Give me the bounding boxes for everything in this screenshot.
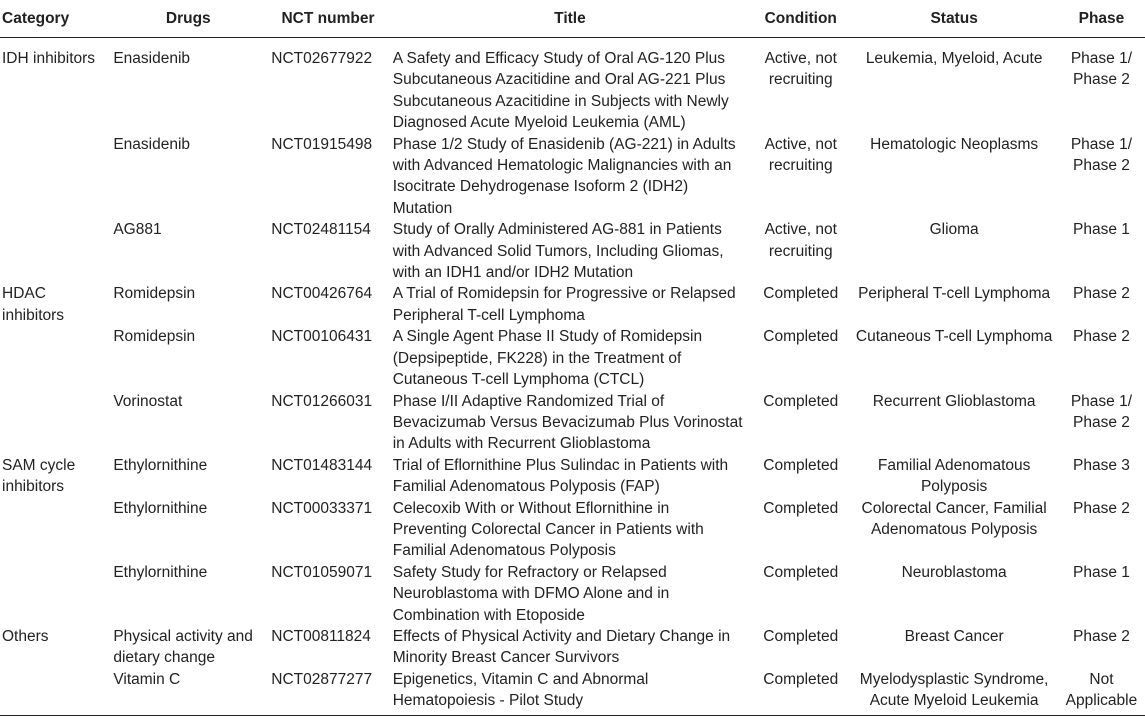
cell-category [0, 391, 109, 455]
header-drugs: Drugs [109, 0, 267, 38]
cell-drug: Ethylornithine [113, 563, 208, 581]
cell-condition: Completed [751, 669, 850, 715]
table-row [0, 669, 1145, 715]
cell-category: IDH inhibitors [2, 50, 96, 67]
cell-condition: Completed [763, 456, 839, 474]
cell-title: A Safety and Efficacy Study of Oral AG-120 Plus Subcutaneous Azacitidine and Oral AG-221 Plus Subcutaneous Azacitidine in Subjects with Newly Diagnosed Acute Myeloid Leukemia (AML) [392, 50, 729, 132]
cell-phase: Phase 2 [1073, 328, 1130, 346]
cell-nct-number: NCT02481154 [271, 221, 371, 239]
cell-nct-number: NCT00033371 [271, 499, 373, 517]
cell-nct-number: NCT01266031 [271, 392, 373, 410]
cell-category: SAM cycle inhibitors [2, 456, 76, 496]
cell-category [0, 326, 109, 390]
cell-phase: Phase 1 [1073, 221, 1130, 239]
cell-status: Peripheral T-cell Lymphoma [858, 285, 1051, 303]
cell-nct-number: NCT00106431 [271, 328, 373, 346]
cell-drug: Vorinostat [113, 392, 183, 410]
cell-title: A Single Agent Phase II Study of Romidepsin (Depsipeptide, FK228) in the Treatment of Cutaneous T-cell Lymphoma (CTCL) [392, 328, 703, 389]
cell-title: Epigenetics, Vitamin C and Abnormal Hematopoiesis - Pilot Study [389, 669, 751, 715]
header-phase: Phase [1058, 0, 1145, 38]
cell-condition: Completed [763, 627, 839, 645]
table-row [0, 455, 1145, 498]
cell-category [0, 562, 109, 626]
cell-drug: Enasidenib [113, 50, 191, 67]
cell-category [0, 219, 109, 283]
cell-nct-number: NCT01483144 [271, 456, 373, 474]
cell-category [0, 134, 109, 220]
cell-nct-number: NCT01059071 [271, 563, 373, 581]
cell-status: Glioma [929, 221, 979, 239]
cell-phase: Phase 2 [1073, 285, 1130, 303]
table-row [0, 498, 1145, 562]
cell-phase: Phase 1/ Phase 2 [1070, 135, 1133, 175]
table-row [0, 626, 1145, 669]
cell-condition: Completed [763, 563, 839, 581]
cell-title: A Trial of Romidepsin for Progressive or Relapsed Peripheral T-cell Lymphoma [392, 285, 736, 324]
table-header-row [0, 0, 1145, 38]
cell-condition: Active, not recruiting [764, 135, 837, 175]
cell-phase: Phase 2 [1073, 499, 1130, 517]
cell-nct-number: NCT02877277 [267, 669, 388, 715]
table-body [0, 38, 1145, 716]
table-row [0, 38, 1145, 134]
cell-category: Others [2, 627, 49, 645]
cell-phase: Phase 1 [1073, 563, 1130, 581]
cell-phase: Phase 2 [1073, 627, 1130, 645]
cell-category [0, 669, 109, 715]
cell-condition: Completed [763, 499, 839, 517]
cell-nct-number: NCT02677922 [271, 50, 373, 67]
cell-phase: Phase 1/ Phase 2 [1070, 50, 1133, 89]
header-nct-number: NCT number [267, 0, 388, 38]
cell-drug: Vitamin C [109, 669, 267, 715]
table-row [0, 391, 1145, 455]
cell-drug: Physical activity and dietary change [113, 627, 253, 667]
cell-title: Effects of Physical Activity and Dietary Change in Minority Breast Cancer Survivors [392, 627, 731, 667]
cell-drug: Enasidenib [113, 135, 191, 153]
header-title: Title [389, 0, 751, 38]
table-row [0, 326, 1145, 390]
cell-condition: Completed [763, 285, 839, 303]
cell-title: Study of Orally Administered AG-881 in Patients with Advanced Solid Tumors, Including Gliomas, with an IDH1 and/or IDH2 Mutation [392, 221, 724, 282]
cell-title: Phase 1/2 Study of Enasidenib (AG-221) in Adults with Advanced Hematologic Malignancies with an Isocitrate Dehydrogenase Isoform 2 (IDH2) Mutation [392, 135, 736, 217]
cell-status: Neuroblastoma [901, 563, 1007, 581]
header-status: Status [850, 0, 1058, 38]
cell-title: Phase I/II Adaptive Randomized Trial of Bevacizumab Versus Bevacizumab Plus Vorinostat in Adults with Recurrent Glioblastoma [392, 392, 743, 453]
cell-nct-number: NCT01915498 [271, 135, 373, 153]
cell-nct-number: NCT00426764 [271, 285, 373, 303]
cell-status: Leukemia, Myeloid, Acute [865, 50, 1043, 67]
cell-drug: Romidepsin [113, 285, 196, 303]
cell-status: Recurrent Glioblastoma [872, 392, 1036, 410]
cell-status: Colorectal Cancer, Familial Adenomatous Polyposis [861, 499, 1047, 538]
cell-phase: Phase 3 [1073, 456, 1130, 474]
header-condition: Condition [751, 0, 850, 38]
table-row [0, 283, 1145, 326]
cell-phase: Phase 1/ Phase 2 [1070, 392, 1133, 431]
cell-condition: Completed [763, 328, 839, 346]
cell-title: Celecoxib With or Without Eflornithine in Preventing Colorectal Cancer in Patients with Familial Adenomatous Polyposis [392, 499, 704, 560]
cell-nct-number: NCT00811824 [271, 627, 371, 645]
cell-status: Hematologic Neoplasms [870, 135, 1039, 153]
cell-condition: Active, not recruiting [764, 221, 837, 260]
cell-drug: AG881 [113, 221, 162, 239]
cell-status: Myelodysplastic Syndrome, Acute Myeloid Leukemia [850, 669, 1058, 715]
cell-category [0, 498, 109, 562]
cell-condition: Active, not recruiting [764, 50, 837, 89]
cell-status: Familial Adenomatous Polyposis [877, 456, 1031, 496]
cell-drug: Ethylornithine [113, 499, 208, 517]
table-row [0, 134, 1145, 220]
cell-phase: Not Applicable [1058, 669, 1145, 715]
cell-drug: Ethylornithine [113, 456, 208, 474]
cell-drug: Romidepsin [113, 328, 196, 346]
cell-title: Trial of Eflornithine Plus Sulindac in Patients with Familial Adenomatous Polyposis (FAP) [392, 456, 729, 496]
cell-status: Cutaneous T-cell Lymphoma [855, 328, 1053, 346]
table-row [0, 562, 1145, 626]
table-row [0, 219, 1145, 283]
cell-condition: Completed [763, 392, 839, 410]
cell-status: Breast Cancer [904, 627, 1004, 645]
header-category: Category [0, 0, 109, 38]
cell-title: Safety Study for Refractory or Relapsed Neuroblastoma with DFMO Alone and in Combination with Etoposide [392, 563, 670, 624]
cell-category: HDAC inhibitors [2, 285, 65, 324]
